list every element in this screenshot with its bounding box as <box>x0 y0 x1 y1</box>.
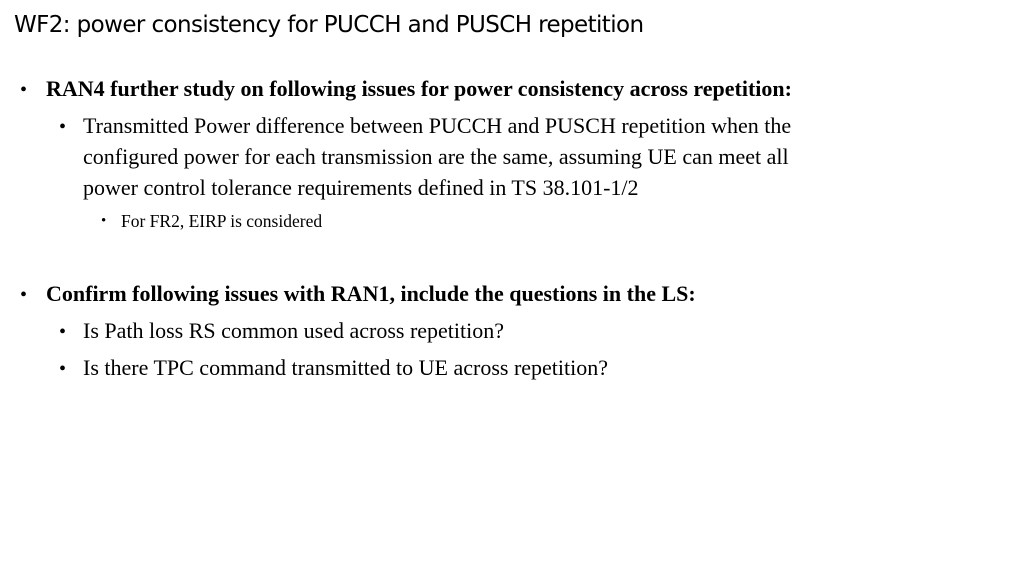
sub-sub-bullet-marker: • <box>101 213 107 229</box>
bullet-marker: • <box>20 284 28 306</box>
sub-bullet-line: Transmitted Power difference between PUCCH and PUSCH repetition when the <box>83 113 792 138</box>
sub-bullet-line: power control tolerance requirements defined in TS 38.101-1/2 <box>83 175 639 200</box>
section-heading: RAN4 further study on following issues for power consistency across repetition: <box>46 76 792 101</box>
sub-sub-bullet-text: For FR2, EIRP is considered <box>121 211 323 231</box>
sub-bullet-marker: • <box>59 358 67 380</box>
sub-bullet-line: configured power for each transmission are the same, assuming UE can meet all <box>83 144 789 169</box>
sub-bullet-line: Is there TPC command transmitted to UE across repetition? <box>83 355 609 380</box>
bullet-marker: • <box>20 79 28 101</box>
slide-title: WF2: power consistency for PUCCH and PUSCH repetition <box>14 12 644 38</box>
sub-bullet-marker: • <box>59 116 67 138</box>
section-heading: Confirm following issues with RAN1, include the questions in the LS: <box>46 281 696 306</box>
sub-bullet-marker: • <box>59 321 67 343</box>
sub-bullet-line: Is Path loss RS common used across repetition? <box>83 318 505 343</box>
